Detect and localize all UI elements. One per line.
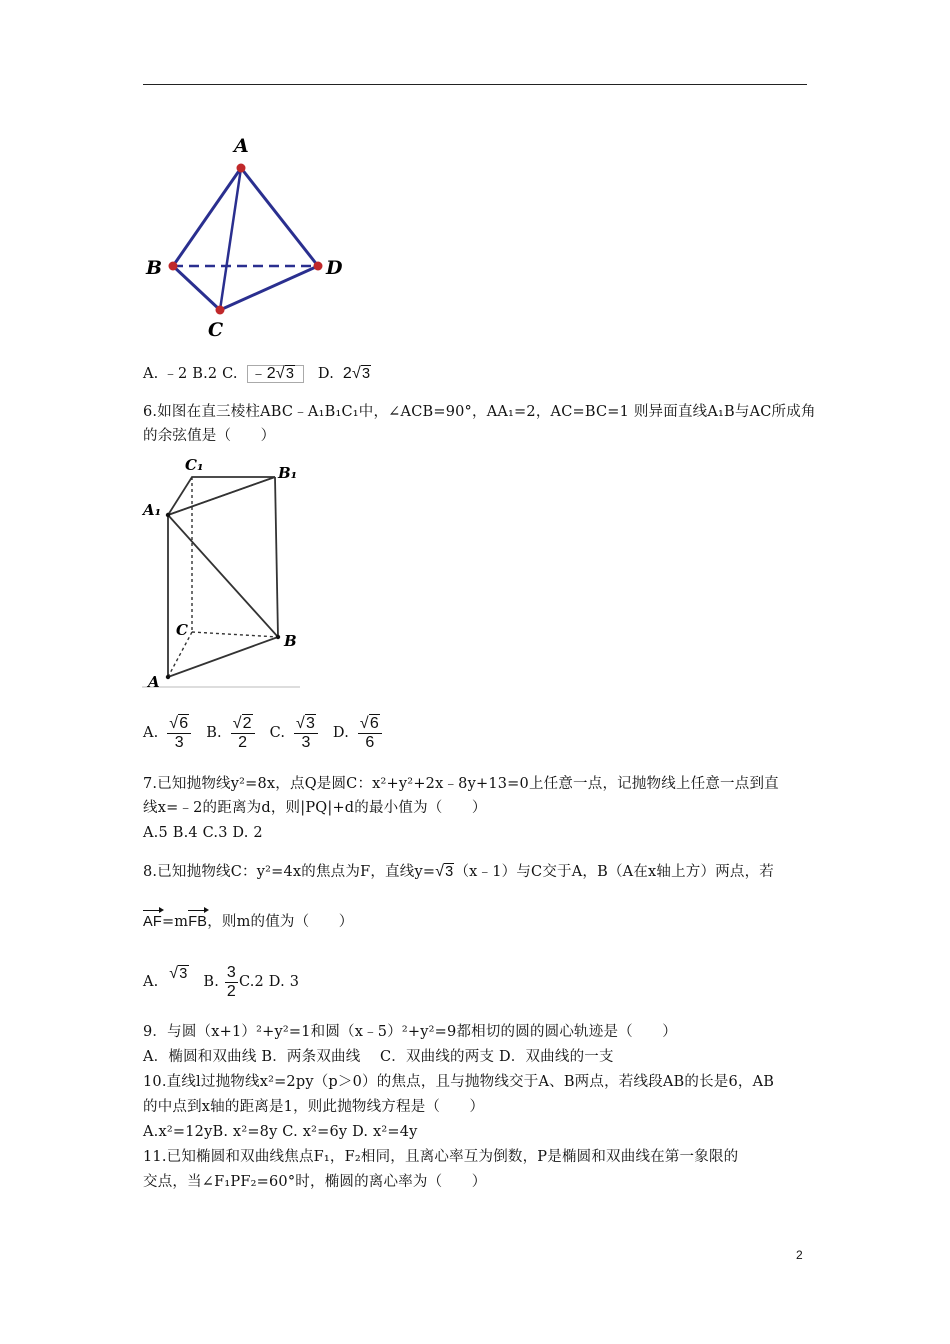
edge-a1b1-top (168, 477, 275, 515)
point-a (166, 675, 170, 679)
q5-option-c-value: ﹣2√3 (247, 365, 304, 383)
point-d (314, 262, 323, 271)
q10-options: A.x²=12yB. x²=8y C. x²=6y D. x²=4y (143, 1124, 418, 1140)
edge-b1b (275, 477, 278, 637)
label-c: C (176, 621, 188, 639)
q7-line-1: 7.已知抛物线y²=8x，点Q是圆C：x²+y²+2x﹣8y+13=0上任意一点，记抛物线上任意一点到直 (143, 776, 779, 792)
q7-options: A.5 B.4 C.3 D. 2 (143, 825, 263, 841)
q8-option-a-value: √3 (169, 965, 188, 982)
point-b (276, 635, 280, 639)
label-c1: C₁ (185, 456, 204, 474)
q10-line-1: 10.直线l过抛物线x²=2py（p＞0）的焦点，且与抛物线交于A、B两点，若线段AB的长是6，AB (143, 1074, 775, 1090)
label-d: D (326, 257, 343, 279)
edge-bc (173, 266, 220, 310)
vector-fb: FB (188, 914, 208, 930)
q6-option-b: B. $\frac{√2}{2}$ (206, 725, 263, 741)
label-a: A (148, 673, 160, 690)
q5-option-a-b: A. ﹣2 B.2 C. (143, 366, 238, 382)
q5-option-d-value: 2√3 (342, 365, 371, 382)
q10-line-2: 的中点到x轴的距离是1，则此抛物线方程是（ ） (143, 1099, 485, 1115)
q8-line-2: AF=mFB，则m的值为（ ） (143, 914, 354, 930)
q7-line-2: 线x=﹣2的距离为d，则|PQ|+d的最小值为（ ） (143, 800, 487, 816)
edge-ab-base (168, 637, 278, 677)
prism-figure (140, 455, 305, 690)
q8-option-b-value: $\frac{3}{2}$ (226, 963, 236, 1000)
segment-a1b (168, 515, 278, 637)
point-a1 (166, 513, 170, 517)
header-rule (143, 84, 807, 85)
q6-line-2: 的余弦值是（ ） (143, 428, 276, 444)
label-b: B (146, 257, 163, 279)
label-b1: B₁ (278, 464, 298, 482)
vector-af: AF (143, 914, 162, 930)
tetrahedron-figure (140, 128, 350, 343)
q8-options: A. √3 B. $\frac{3}{2}$ C.2 D. 3 (143, 962, 299, 1002)
q6-line-1: 6.如图在直三棱柱ABC﹣A₁B₁C₁中，∠ACB=90°，AA₁=2，AC=BC=1 则异面直线A₁B与AC所成角 (143, 404, 816, 420)
q5-options (143, 364, 371, 384)
point-a (237, 164, 246, 173)
label-c: C (208, 319, 224, 341)
edge-ab (173, 168, 241, 266)
q6-option-a: A. $\frac{√6}{3}$ (143, 725, 200, 741)
edge-ac (220, 168, 241, 310)
q5-option-d-label: D. (317, 366, 335, 382)
label-b: B (284, 632, 297, 650)
page-number: 2 (796, 1248, 803, 1262)
point-b (169, 262, 178, 271)
q6-option-d: D. $\frac{√6}{6}$ (333, 725, 386, 741)
label-a: A (234, 135, 249, 157)
q6-options (143, 710, 386, 756)
edge-cd (220, 266, 318, 310)
q11-line-2: 交点，当∠F₁PF₂=60°时，椭圆的离心率为（ ） (143, 1174, 487, 1190)
q11-line-1: 11.已知椭圆和双曲线焦点F₁，F₂相同，且离心率互为倒数，P是椭圆和双曲线在第一象限的 (143, 1149, 739, 1165)
point-c (216, 306, 225, 315)
q9-line-1: 9．与圆（x+1）²+y²=1和圆（x﹣5）²+y²=9都相切的圆的圆心轨迹是（ ） (143, 1024, 677, 1040)
q6-option-c: C. $\frac{√3}{3}$ (270, 725, 327, 741)
edge-ad (241, 168, 318, 266)
edge-cb-hidden (192, 632, 278, 637)
label-a1: A₁ (143, 501, 162, 519)
q9-options: A．椭圆和双曲线 B．两条双曲线 C．双曲线的两支 D．双曲线的一支 (143, 1049, 614, 1065)
q8-line-1: 8.已知抛物线C：y²=4x的焦点为F，直线y=√3（x﹣1）与C交于A，B（A在x轴上方）两点，若 (143, 863, 775, 880)
